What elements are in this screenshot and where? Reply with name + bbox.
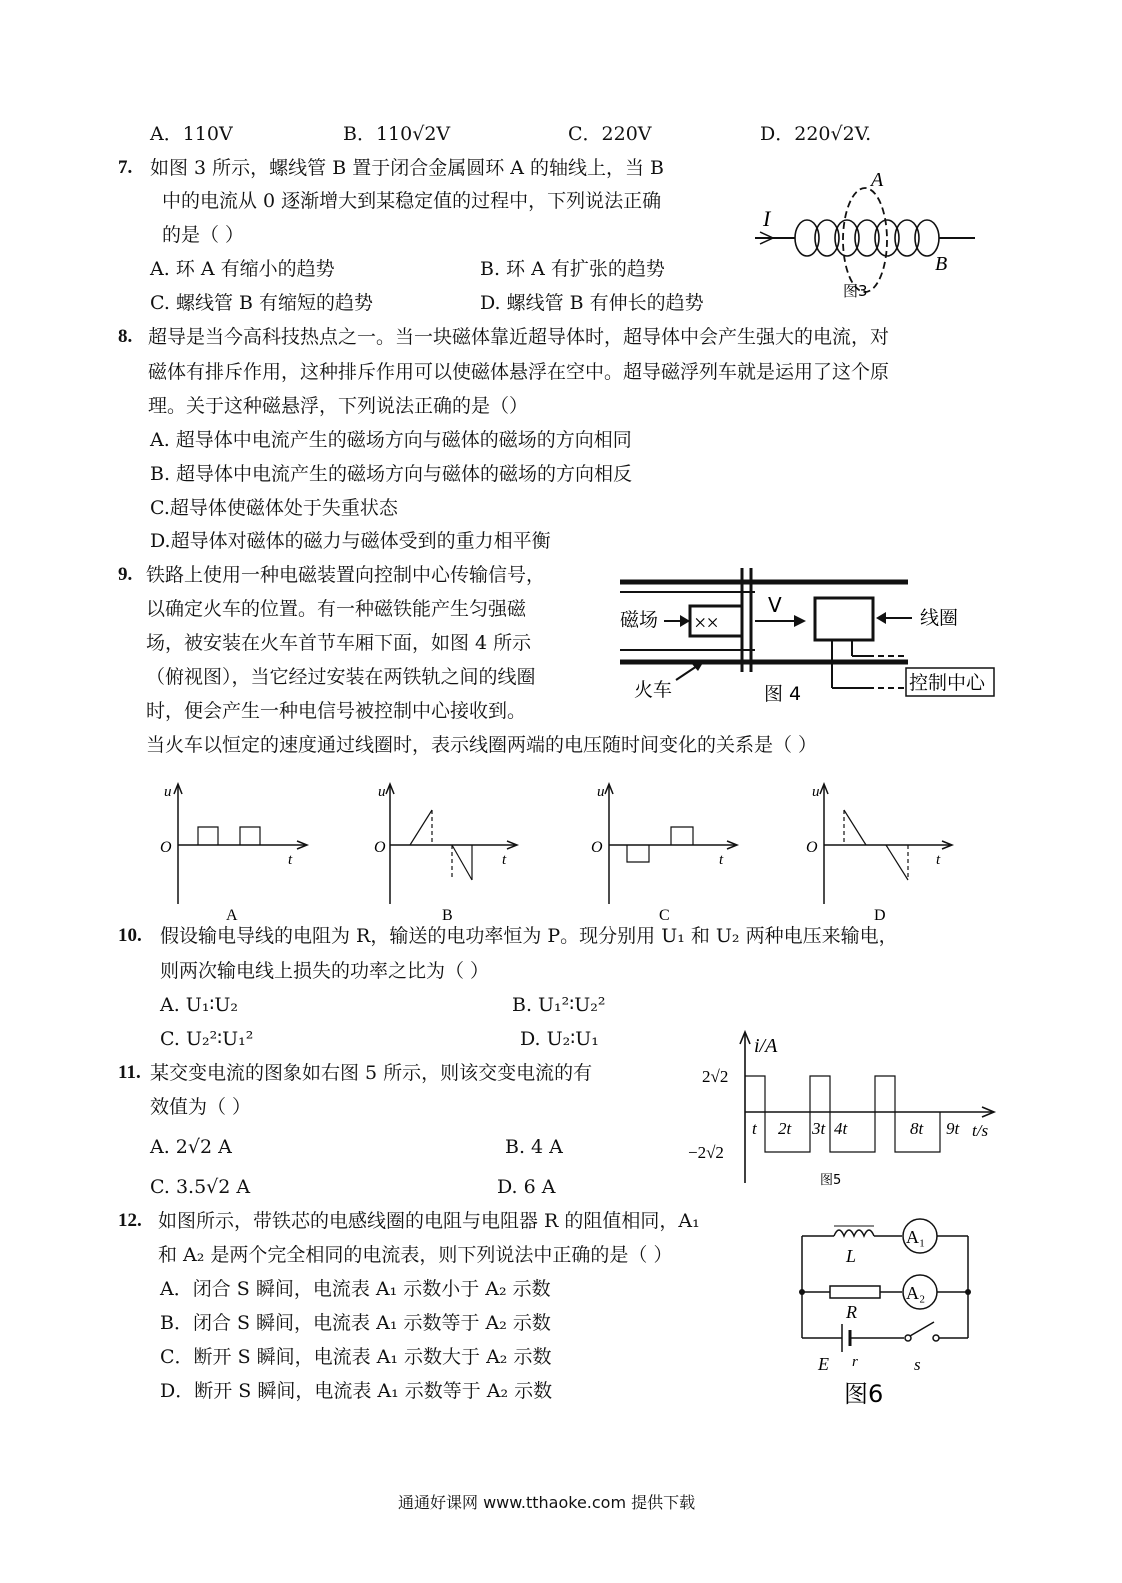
- q9-line-2: 以确定火车的位置。有一种磁铁能产生匀强磁: [146, 598, 527, 620]
- q6-option-a: A．110V: [150, 123, 233, 145]
- q10-number: 10.: [118, 925, 142, 946]
- q10-line-2: 则两次输电线上损失的功率之比为（ ）: [160, 960, 490, 982]
- q8-option-a: A. 超导体中电流产生的磁场方向与磁体的磁场的方向相同: [150, 429, 632, 451]
- figure-5-current-graph: [680, 1028, 1000, 1188]
- graph-b-u-label: u: [378, 784, 386, 800]
- q9-line-4: （俯视图），当它经过安装在两铁轨之间的线圈: [146, 666, 536, 688]
- graph-c-origin: O: [591, 839, 603, 856]
- graph-a-t-label: t: [288, 852, 293, 868]
- q9-line-5: 时，便会产生一种电信号被控制中心接收到。: [146, 700, 527, 722]
- page-footer: 通通好课网 www.tthaoke.com 提供下载: [398, 1493, 696, 1512]
- q6-option-b: B．110√2V: [343, 123, 451, 145]
- fig5-y-positive: 2√2: [702, 1067, 729, 1086]
- graph-d-t-label: t: [936, 852, 941, 868]
- q11-option-a: A. 2√2 A: [150, 1136, 232, 1158]
- q9-graph-b: [370, 780, 530, 925]
- q7-option-d: D. 螺线管 B 有伸长的趋势: [480, 292, 704, 314]
- fig6-label-l: L: [846, 1246, 857, 1266]
- q9-graph-d: [800, 780, 960, 925]
- q9-line-6: 当火车以恒定的速度通过线圈时，表示线圈两端的电压随时间变化的关系是（ ）: [146, 734, 818, 756]
- fig5-caption: 图5: [820, 1173, 842, 1188]
- fig6-label-e: E: [818, 1354, 829, 1374]
- q8-option-b: B. 超导体中电流产生的磁场方向与磁体的磁场的方向相反: [150, 463, 633, 485]
- q11-option-b: B. 4 A: [505, 1136, 563, 1158]
- graph-d-origin: O: [806, 839, 818, 856]
- graph-b-caption: B: [442, 907, 453, 924]
- fig5-tick-9t: 9t: [946, 1119, 960, 1138]
- q12-option-c: C．断开 S 瞬间，电流表 A₁ 示数大于 A₂ 示数: [160, 1346, 552, 1368]
- q9-graph-c: [585, 780, 745, 925]
- fig5-tick-4t: 4t: [834, 1119, 848, 1138]
- graph-d-u-label: u: [812, 784, 820, 800]
- fig5-y-negative: −2√2: [688, 1143, 724, 1162]
- fig6-label-r: R: [846, 1302, 857, 1322]
- q8-line-3: 理。关于这种磁悬浮，下列说法正确的是（）: [148, 395, 529, 417]
- q12-option-a: A．闭合 S 瞬间，电流表 A₁ 示数小于 A₂ 示数: [160, 1278, 551, 1300]
- q12-line-1: 如图所示，带铁芯的电感线圈的电阻与电阻器 R 的阻值相同，A₁: [158, 1210, 700, 1232]
- q9-graph-a: [150, 780, 310, 925]
- fig5-tick-3t: 3t: [812, 1119, 826, 1138]
- q8-option-d: D.超导体对磁体的磁力与磁体受到的重力相平衡: [150, 530, 551, 552]
- q7-line-1: 如图 3 所示，螺线管 B 置于闭合金属圆环 A 的轴线上，当 B: [150, 157, 665, 179]
- graph-c-caption: C: [659, 907, 670, 924]
- q7-line-2: 中的电流从 0 逐渐增大到某稳定值的过程中，下列说法正确: [162, 190, 662, 212]
- graph-c-t-label: t: [719, 852, 724, 868]
- q11-line-2: 效值为（ ）: [150, 1096, 252, 1118]
- q10-option-d: D. U₂∶U₁: [520, 1028, 599, 1050]
- q7-number: 7.: [118, 157, 133, 178]
- q10-option-c: C. U₂²∶U₁²: [160, 1028, 254, 1050]
- q9-number: 9.: [118, 564, 133, 585]
- q8-line-2: 磁体有排斥作用，这种排斥作用可以使磁体悬浮在空中。超导磁浮列车就是运用了这个原: [148, 361, 890, 383]
- figure-3-solenoid: [755, 160, 980, 310]
- fig6-ammeter-a2: A₂: [906, 1283, 926, 1303]
- q11-option-d: D. 6 A: [497, 1176, 556, 1198]
- graph-c-u-label: u: [597, 784, 605, 800]
- q10-line-1: 假设输电导线的电阻为 R，输送的电功率恒为 P。现分别用 U₁ 和 U₂ 两种电压来输电，: [160, 925, 898, 947]
- q11-line-1: 某交变电流的图象如右图 5 所示，则该交变电流的有: [150, 1062, 593, 1084]
- fig5-y-label: i/A: [754, 1035, 778, 1057]
- fig4-coil-label: 线圈: [920, 607, 959, 629]
- q10-option-a: A. U₁∶U₂: [160, 994, 239, 1016]
- figure-6-circuit: [790, 1210, 985, 1410]
- q11-number: 11.: [118, 1062, 141, 1083]
- fig3-label-i: I: [763, 206, 771, 231]
- fig4-velocity: V: [768, 593, 782, 617]
- q6-option-d: D．220√2V.: [760, 123, 872, 145]
- q8-option-c: C.超导体使磁体处于失重状态: [150, 497, 398, 519]
- q12-number: 12.: [118, 1210, 142, 1231]
- q8-number: 8.: [118, 326, 133, 347]
- graph-b-t-label: t: [502, 852, 507, 868]
- fig5-tick-2t: 2t: [778, 1119, 792, 1138]
- q12-line-2: 和 A₂ 是两个完全相同的电流表，则下列说法中正确的是（ ）: [158, 1244, 673, 1266]
- figure-4-railway: [620, 568, 1000, 713]
- fig4-caption: 图 4: [764, 683, 802, 705]
- q12-option-d: D．断开 S 瞬间，电流表 A₁ 示数等于 A₂ 示数: [160, 1380, 553, 1402]
- q12-option-b: B．闭合 S 瞬间，电流表 A₁ 示数等于 A₂ 示数: [160, 1312, 551, 1334]
- graph-b-origin: O: [374, 839, 386, 856]
- q7-option-c: C. 螺线管 B 有缩短的趋势: [150, 292, 373, 314]
- fig4-magnet-xx: ××: [694, 610, 719, 635]
- fig3-label-a: A: [871, 169, 884, 191]
- fig3-label-b: B: [935, 253, 948, 275]
- graph-a-caption: A: [226, 907, 238, 924]
- graph-d-caption: D: [874, 907, 886, 924]
- q7-line-3: 的是（ ）: [162, 224, 245, 246]
- fig3-caption: 图3: [843, 282, 868, 300]
- graph-a-u-label: u: [164, 784, 172, 800]
- q7-option-a: A. 环 A 有缩小的趋势: [150, 258, 335, 280]
- q11-option-c: C. 3.5√2 A: [150, 1176, 251, 1198]
- q10-option-b: B. U₁²∶U₂²: [512, 994, 606, 1016]
- q6-option-c: C．220V: [568, 123, 652, 145]
- q9-line-3: 场，被安装在火车首节车厢下面，如图 4 所示: [146, 632, 532, 654]
- fig5-x-label: t/s: [972, 1121, 989, 1140]
- fig4-train-label: 火车: [634, 679, 673, 701]
- fig6-caption: 图6: [844, 1380, 884, 1408]
- graph-a-origin: O: [160, 839, 172, 856]
- q8-line-1: 超导是当今高科技热点之一。当一块磁体靠近超导体时，超导体中会产生强大的电流，对: [148, 326, 890, 348]
- fig4-magnet-label: 磁场: [620, 609, 659, 631]
- fig5-tick-t: t: [752, 1119, 757, 1138]
- fig4-control-center: 控制中心: [909, 672, 986, 694]
- fig5-tick-8t: 8t: [910, 1119, 924, 1138]
- q7-option-b: B. 环 A 有扩张的趋势: [480, 258, 665, 280]
- fig6-label-switch: s: [914, 1355, 921, 1374]
- fig6-label-r-internal: r: [852, 1354, 858, 1370]
- fig6-ammeter-a1: A₁: [906, 1227, 926, 1247]
- q9-line-1: 铁路上使用一种电磁装置向控制中心传输信号，: [146, 564, 546, 586]
